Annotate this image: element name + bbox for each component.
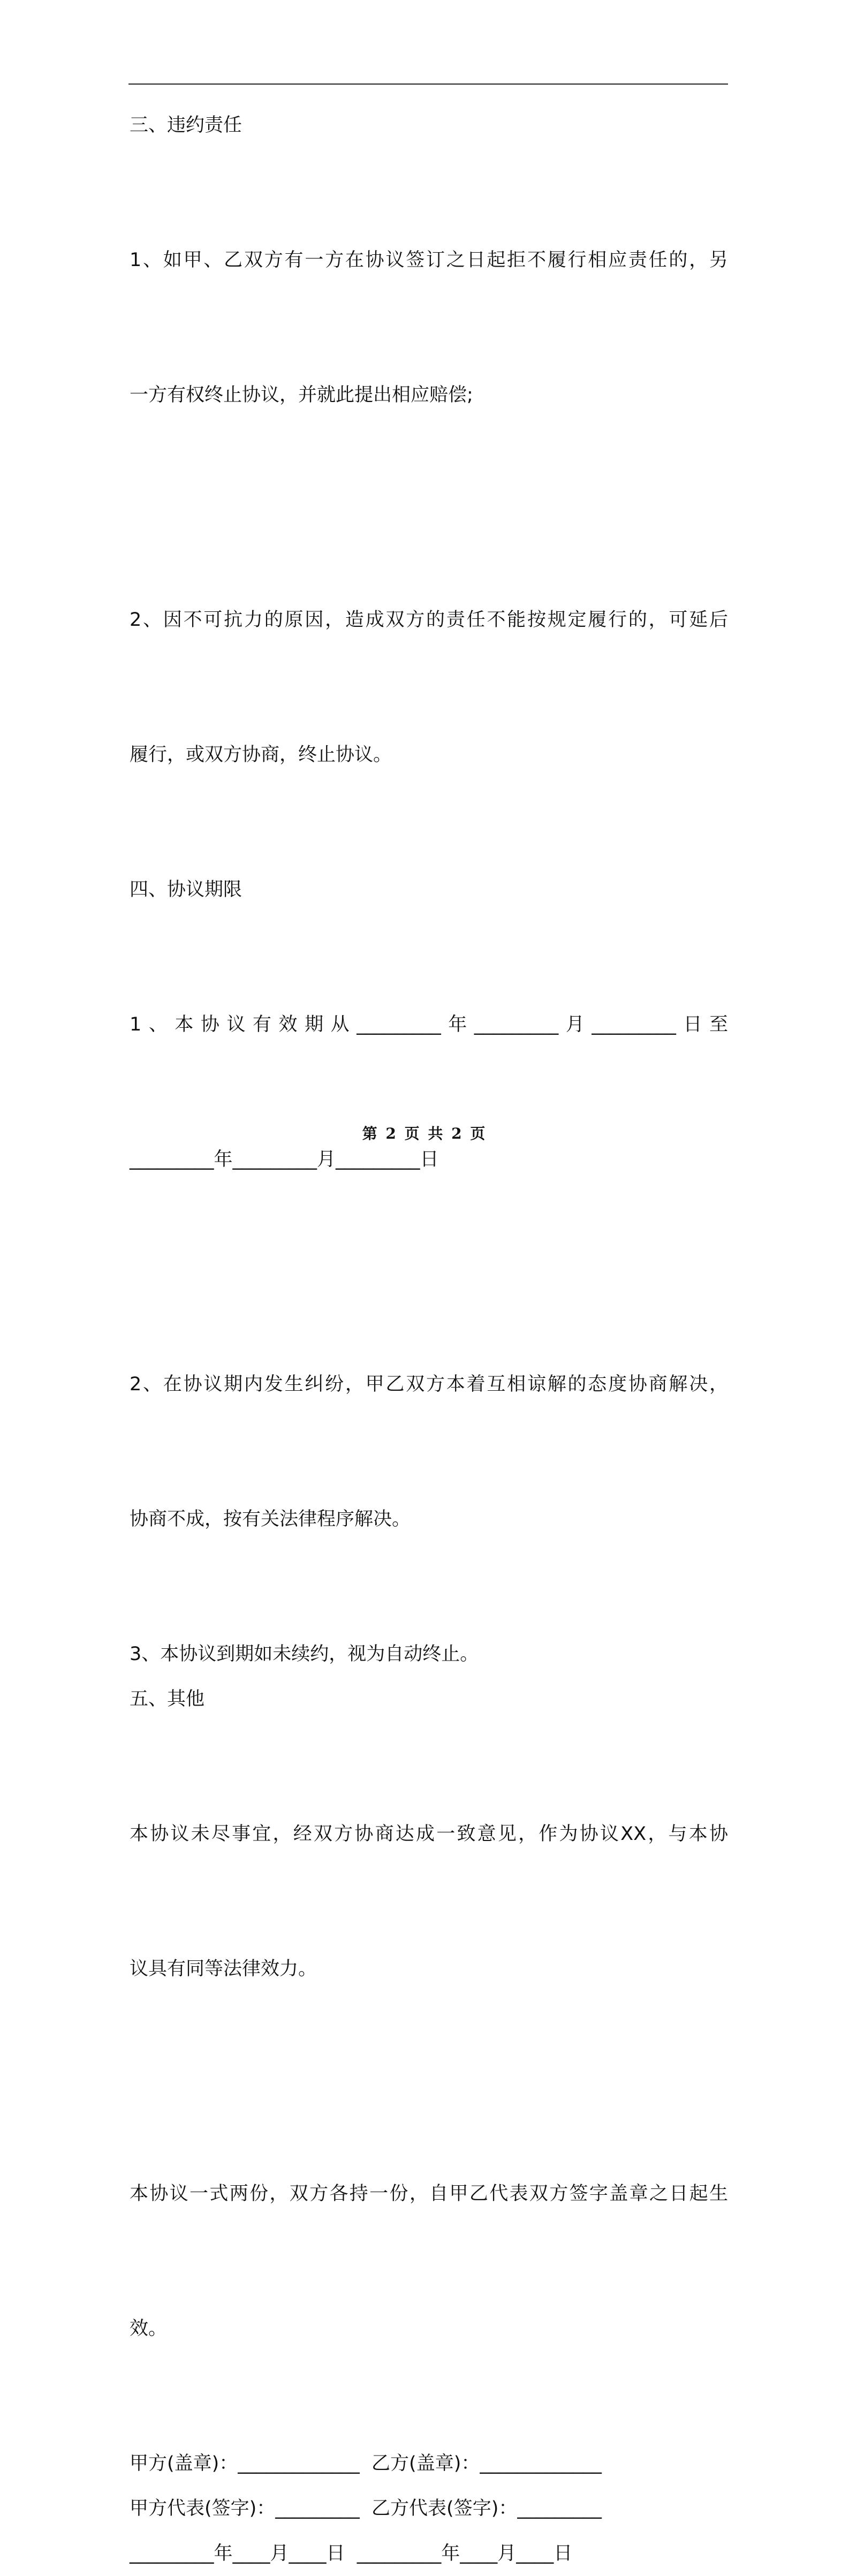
section-5-paragraph-2 [130,2081,728,2441]
text-line: 协商不成，按有关法律程序解决。 [130,1509,411,1530]
section-3-item-2 [130,507,728,867]
text-line: 本协议未尽事宜，经双方协商达成一致意见，作为协议XX，与本协 [130,1823,728,1845]
section-5-paragraph-1 [130,1722,728,2081]
text-line: _________年_________月_________日 [130,1149,439,1170]
section-4-heading: 四、协议期限 [130,879,242,900]
header-rule [128,84,728,85]
text-line: 2、因不可抗力的原因，造成双方的责任不能按规定履行的，可延后 [130,609,728,631]
signature-representative-line: 甲方代表(签字)：_________ 乙方代表(签字)：_________ [130,2498,602,2519]
text-line: 2、在协议期内发生纠纷，甲乙双方本着互相谅解的态度协商解决， [130,1374,728,1395]
signature-seal-line: 甲方(盖章)：_____________ 乙方(盖章)：_____________ [130,2453,602,2474]
section-3-heading: 三、违约责任 [130,115,242,136]
section-4-item-3: 3、本协议到期如未续约，视为自动终止。 [130,1643,479,1665]
section-3-item-1 [130,148,728,507]
text-line: 履行，或双方协商，终止协议。 [130,744,392,766]
signature-date-line: _________年____月____日 _________年____月____日 [130,2543,573,2564]
section-5-heading: 五、其他 [130,1688,205,1710]
text-line: 效。 [130,2318,168,2339]
section-4-item-1 [130,912,728,1272]
section-4-item-2 [130,1272,728,1632]
document-body [130,103,728,2576]
text-line: 1、如甲、乙双方有一方在协议签订之日起拒不履行相应责任的，另 [130,249,728,271]
text-line: 议具有同等法律效力。 [130,1958,317,1980]
text-line: 一方有权终止协议，并就此提出相应赔偿; [130,384,473,406]
page-number-footer: 第 2 页 共 2 页 [362,1125,487,1142]
text-line: 1、本协议有效期从_________年_________月_________日至 [130,1014,728,1035]
text-line: 本协议一式两份，双方各持一份，自甲乙代表双方签字盖章之日起生 [130,2183,728,2204]
